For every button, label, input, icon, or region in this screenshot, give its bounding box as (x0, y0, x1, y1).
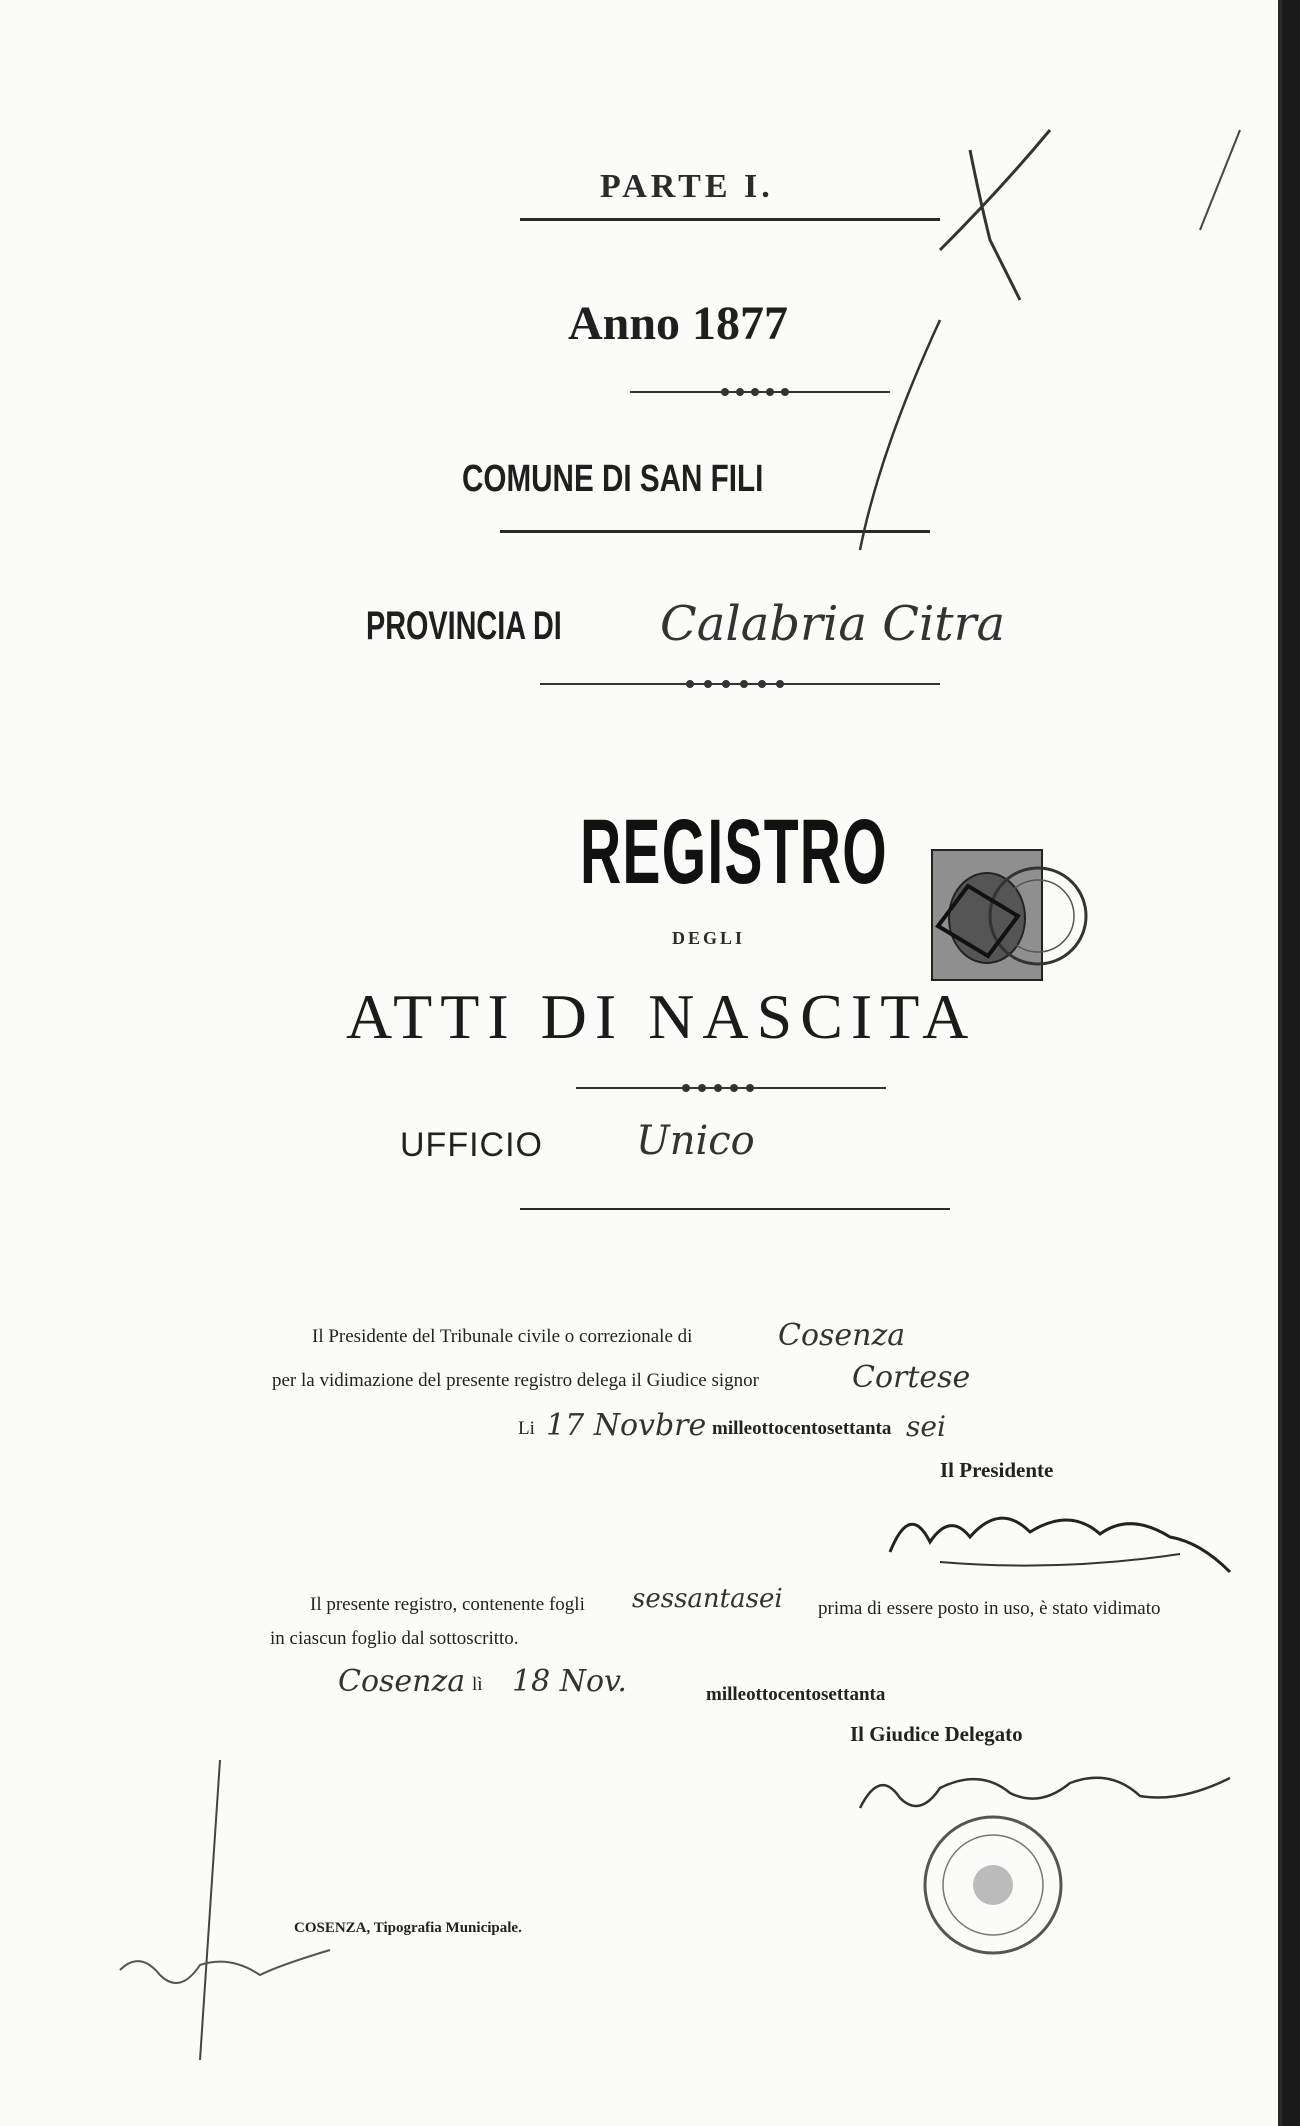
comune-heading: COMUNE DI SAN FILI (462, 458, 764, 500)
giudice-year-text: milleottocentosettanta (706, 1684, 886, 1705)
giudice-li-label: lì (472, 1674, 483, 1695)
printer-imprint: COSENZA, Tipografia Municipale. (294, 1920, 522, 1936)
margin-handwriting (100, 1760, 360, 2060)
parte-heading: PARTE I. (600, 168, 774, 205)
anno-heading: Anno 1877 (568, 297, 789, 350)
registro-title: REGISTRO (580, 801, 888, 903)
presidente-year-text: milleottocentosettanta (712, 1418, 892, 1439)
presidente-date-handwritten: 17 Novbre (546, 1408, 707, 1443)
degli-subtitle: DEGLI (672, 928, 746, 948)
giudice-line-2: in ciascun foglio dal sottoscritto. (270, 1628, 519, 1649)
presidente-signature (880, 1482, 1250, 1582)
tribunal-seal (918, 1810, 1068, 1960)
giudice-line-1a: Il presente registro, contenente fogli (310, 1594, 585, 1615)
presidente-role: Il Presidente (940, 1458, 1054, 1482)
presidente-year-handwritten: sei (906, 1410, 946, 1443)
presidente-li-label: Li (518, 1418, 535, 1439)
presidente-line-2: per la vidimazione del presente registro delega il Giudice signor (272, 1370, 759, 1391)
provincia-ornament (540, 678, 940, 690)
atti-title: ATTI DI NASCITA (346, 981, 977, 1052)
giudice-name-handwritten: Cortese (852, 1360, 971, 1395)
provincia-value: Calabria Citra (660, 596, 1006, 652)
giudice-place-handwritten: Cosenza (338, 1664, 466, 1699)
ufficio-value: Unico (636, 1118, 755, 1164)
giudice-role: Il Giudice Delegato (850, 1722, 1023, 1746)
giudice-line-1b: prima di essere posto in uso, è stato vidimato (818, 1598, 1161, 1619)
giudice-date-handwritten: 18 Nov. (512, 1664, 627, 1699)
revenue-stamp (928, 846, 1104, 986)
margin-annotation-strokes (820, 120, 1260, 570)
fogli-count-handwritten: sessantasei (632, 1584, 783, 1614)
provincia-label: PROVINCIA DI (366, 604, 562, 648)
ufficio-rule (520, 1208, 950, 1210)
ufficio-label: UFFICIO (400, 1126, 543, 1164)
atti-ornament (576, 1082, 886, 1094)
tribunale-city-handwritten: Cosenza (778, 1318, 906, 1353)
presidente-line-1: Il Presidente del Tribunale civile o correzionale di (312, 1326, 693, 1347)
